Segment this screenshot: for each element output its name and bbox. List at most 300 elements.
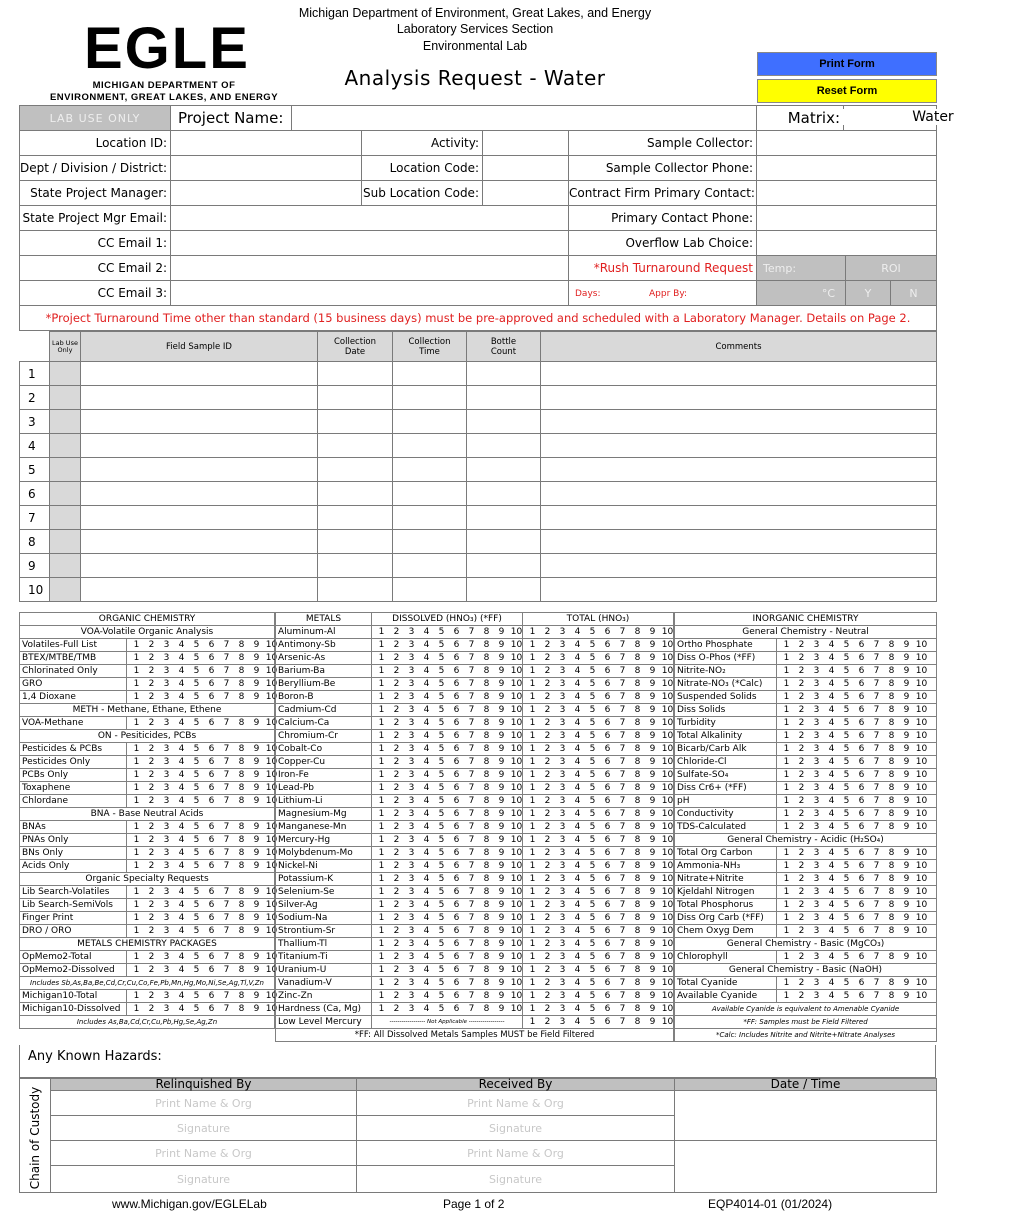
inorganic-ortho-phosphate-bottles-option-1[interactable]: 1 (783, 640, 790, 650)
metal-mercury-hg-total-option-1[interactable]: 1 (529, 835, 536, 845)
inorganic-diss-solids-bottles-option-6[interactable]: 6 (858, 705, 865, 715)
inorganic-chem-oxyg-dem-bottles-option-5[interactable]: 5 (843, 926, 850, 936)
field-sample-id-input[interactable] (81, 434, 318, 458)
bottle-count-input[interactable] (467, 578, 541, 602)
organic-1-4-dioxane-bottles-option-3[interactable]: 3 (163, 692, 170, 702)
metal-calcium-ca-total-option-10[interactable]: 10 (661, 718, 674, 728)
metal-chromium-cr-dissolved-option-6[interactable]: 6 (453, 731, 460, 741)
received-signature-2[interactable]: Signature (357, 1166, 675, 1193)
inorganic-conductivity-bottles-option-3[interactable]: 3 (813, 809, 820, 819)
organic-bnas-bottles-option-4[interactable]: 4 (178, 822, 185, 832)
metal-nickel-ni-dissolved-option-6[interactable]: 6 (453, 861, 460, 871)
organic-opmemo2-total-bottles-option-7[interactable]: 7 (223, 952, 230, 962)
inorganic-available-cyanide-bottles-option-7[interactable]: 7 (873, 991, 880, 1001)
inorganic-nitrite-no-bottles-option-3[interactable]: 3 (813, 666, 820, 676)
reset-form-button[interactable]: Reset Form (757, 79, 937, 103)
inorganic-available-cyanide-bottles-option-10[interactable]: 10 (915, 991, 928, 1001)
metal-antimony-sb-dissolved-option-9[interactable]: 9 (498, 640, 505, 650)
metal-chromium-cr-dissolved-option-9[interactable]: 9 (498, 731, 505, 741)
metal-lithium-li-dissolved-option-4[interactable]: 4 (423, 796, 430, 806)
metal-strontium-sr-dissolved-option-10[interactable]: 10 (510, 926, 523, 936)
metal-silver-ag-total-option-1[interactable]: 1 (529, 900, 536, 910)
metal-iron-fe-total-option-9[interactable]: 9 (649, 770, 656, 780)
organic-finger-print-bottles-option-8[interactable]: 8 (238, 913, 245, 923)
metal-aluminum-al-dissolved-option-8[interactable]: 8 (483, 627, 490, 637)
metal-manganese-mn-dissolved-option-8[interactable]: 8 (483, 822, 490, 832)
metal-arsenic-as-total-option-2[interactable]: 2 (544, 653, 551, 663)
metal-selenium-se-total-option-7[interactable]: 7 (619, 887, 626, 897)
metal-magnesium-mg-dissolved-option-4[interactable]: 4 (423, 809, 430, 819)
inorganic-total-phosphorus-bottles-option-2[interactable]: 2 (798, 900, 805, 910)
organic-finger-print-bottles-option-2[interactable]: 2 (148, 913, 155, 923)
inorganic-kjeldahl-nitrogen-bottles-option-7[interactable]: 7 (873, 887, 880, 897)
metal-manganese-mn-total-option-2[interactable]: 2 (544, 822, 551, 832)
metal-silver-ag-total-option-9[interactable]: 9 (649, 900, 656, 910)
metal-lithium-li-dissolved-option-9[interactable]: 9 (498, 796, 505, 806)
metal-magnesium-mg-total-option-7[interactable]: 7 (619, 809, 626, 819)
metal-mercury-hg-dissolved-option-10[interactable]: 10 (510, 835, 523, 845)
inorganic-ammonia-nh-bottles-option-3[interactable]: 3 (813, 861, 820, 871)
metal-manganese-mn-dissolved-option-10[interactable]: 10 (510, 822, 523, 832)
inorganic-diss-cr6-ff-bottles-option-2[interactable]: 2 (798, 783, 805, 793)
inorganic-chloride-cl-bottles-option-1[interactable]: 1 (783, 757, 790, 767)
metal-titanium-ti-dissolved-option-8[interactable]: 8 (483, 952, 490, 962)
metal-cobalt-co-dissolved-option-7[interactable]: 7 (468, 744, 475, 754)
inorganic-chem-oxyg-dem-bottles-option-4[interactable]: 4 (828, 926, 835, 936)
organic-gro-bottles-option-4[interactable]: 4 (178, 679, 185, 689)
collection-date-input[interactable] (318, 434, 393, 458)
metal-beryllium-be-total-option-7[interactable]: 7 (619, 679, 626, 689)
organic-gro-bottles-option-8[interactable]: 8 (238, 679, 245, 689)
metal-strontium-sr-dissolved-option-1[interactable]: 1 (378, 926, 385, 936)
organic-pcbs-only-bottles-option-3[interactable]: 3 (163, 770, 170, 780)
inorganic-diss-org-carb-ff-bottles-option-1[interactable]: 1 (783, 913, 790, 923)
metal-antimony-sb-dissolved-option-7[interactable]: 7 (468, 640, 475, 650)
inorganic-available-cyanide-bottles-option-6[interactable]: 6 (858, 991, 865, 1001)
metal-lithium-li-total-option-4[interactable]: 4 (574, 796, 581, 806)
inorganic-total-org-carbon-bottles-option-8[interactable]: 8 (888, 848, 895, 858)
inorganic-chlorophyll-bottles-option-10[interactable]: 10 (915, 952, 928, 962)
metal-sodium-na-total-option-2[interactable]: 2 (544, 913, 551, 923)
inorganic-diss-solids-bottles-option-9[interactable]: 9 (903, 705, 910, 715)
inorganic-ph-bottles-option-5[interactable]: 5 (843, 796, 850, 806)
metal-manganese-mn-dissolved-option-6[interactable]: 6 (453, 822, 460, 832)
metal-nickel-ni-dissolved-option-1[interactable]: 1 (378, 861, 385, 871)
metal-lead-pb-total-option-1[interactable]: 1 (529, 783, 536, 793)
metal-aluminum-al-dissolved-option-3[interactable]: 3 (408, 627, 415, 637)
inorganic-diss-solids-bottles-option-2[interactable]: 2 (798, 705, 805, 715)
metal-nickel-ni-total-option-9[interactable]: 9 (649, 861, 656, 871)
metal-aluminum-al-dissolved-option-9[interactable]: 9 (498, 627, 505, 637)
metal-arsenic-as-dissolved-option-9[interactable]: 9 (498, 653, 505, 663)
metal-lithium-li-dissolved-option-10[interactable]: 10 (510, 796, 523, 806)
metal-hardness-ca-mg-total-option-2[interactable]: 2 (544, 1004, 551, 1014)
comments-input[interactable] (541, 386, 937, 410)
metal-molybdenum-mo-dissolved-option-1[interactable]: 1 (378, 848, 385, 858)
inorganic-suspended-solids-bottles-option-8[interactable]: 8 (888, 692, 895, 702)
metal-potassium-k-total-option-7[interactable]: 7 (619, 874, 626, 884)
metal-copper-cu-dissolved-option-3[interactable]: 3 (408, 757, 415, 767)
field-sample-id-input[interactable] (81, 530, 318, 554)
inorganic-nitrite-no-bottles-option-2[interactable]: 2 (798, 666, 805, 676)
metal-vanadium-v-dissolved-option-10[interactable]: 10 (510, 978, 523, 988)
metal-nickel-ni-total-option-2[interactable]: 2 (544, 861, 551, 871)
metal-mercury-hg-total-option-7[interactable]: 7 (619, 835, 626, 845)
organic-pesticides-only-bottles-option-3[interactable]: 3 (163, 757, 170, 767)
metal-barium-ba-total-option-5[interactable]: 5 (589, 666, 596, 676)
organic-bns-only-bottles-option-10[interactable]: 10 (265, 848, 278, 858)
metal-mercury-hg-dissolved-option-8[interactable]: 8 (483, 835, 490, 845)
metal-molybdenum-mo-total-option-2[interactable]: 2 (544, 848, 551, 858)
metal-cobalt-co-total-option-5[interactable]: 5 (589, 744, 596, 754)
metal-boron-b-dissolved-option-8[interactable]: 8 (483, 692, 490, 702)
organic-opmemo2-total-bottles-option-8[interactable]: 8 (238, 952, 245, 962)
metal-copper-cu-dissolved-option-4[interactable]: 4 (423, 757, 430, 767)
organic-opmemo2-dissolved-bottles-option-7[interactable]: 7 (223, 965, 230, 975)
metal-chromium-cr-total-option-9[interactable]: 9 (649, 731, 656, 741)
metal-cobalt-co-total-option-1[interactable]: 1 (529, 744, 536, 754)
metal-iron-fe-total-option-7[interactable]: 7 (619, 770, 626, 780)
inorganic-total-phosphorus-bottles-option-1[interactable]: 1 (783, 900, 790, 910)
inorganic-sulfate-so-bottles-option-5[interactable]: 5 (843, 770, 850, 780)
metal-uranium-u-dissolved-option-3[interactable]: 3 (408, 965, 415, 975)
inorganic-turbidity-bottles-option-7[interactable]: 7 (873, 718, 880, 728)
metal-sodium-na-total-option-5[interactable]: 5 (589, 913, 596, 923)
inorganic-total-alkalinity-bottles-option-4[interactable]: 4 (828, 731, 835, 741)
metal-boron-b-total-option-10[interactable]: 10 (661, 692, 674, 702)
inorganic-chem-oxyg-dem-bottles-option-1[interactable]: 1 (783, 926, 790, 936)
metal-barium-ba-dissolved-option-8[interactable]: 8 (483, 666, 490, 676)
metal-zinc-zn-dissolved-option-1[interactable]: 1 (378, 991, 385, 1001)
collection-time-input[interactable] (393, 482, 467, 506)
inorganic-ortho-phosphate-bottles-option-9[interactable]: 9 (903, 640, 910, 650)
organic-opmemo2-dissolved-bottles-option-10[interactable]: 10 (265, 965, 278, 975)
organic-pcbs-only-bottles-option-1[interactable]: 1 (133, 770, 140, 780)
metal-copper-cu-total-option-6[interactable]: 6 (604, 757, 611, 767)
metal-arsenic-as-total-option-8[interactable]: 8 (634, 653, 641, 663)
metal-lithium-li-total-option-6[interactable]: 6 (604, 796, 611, 806)
metal-iron-fe-dissolved-option-6[interactable]: 6 (453, 770, 460, 780)
metal-barium-ba-total-option-9[interactable]: 9 (649, 666, 656, 676)
organic-volatiles-full-list-bottles-option-9[interactable]: 9 (253, 640, 260, 650)
inorganic-chlorophyll-bottles-option-8[interactable]: 8 (888, 952, 895, 962)
metal-uranium-u-total-option-5[interactable]: 5 (589, 965, 596, 975)
organic-pesticides-pcbs-bottles-option-2[interactable]: 2 (148, 744, 155, 754)
inorganic-diss-cr6-ff-bottles-option-5[interactable]: 5 (843, 783, 850, 793)
inorganic-total-phosphorus-bottles-option-8[interactable]: 8 (888, 900, 895, 910)
inorganic-diss-o-phos-ff-bottles-option-2[interactable]: 2 (798, 653, 805, 663)
inorganic-total-alkalinity-bottles-option-3[interactable]: 3 (813, 731, 820, 741)
organic-finger-print-bottles-option-6[interactable]: 6 (208, 913, 215, 923)
organic-finger-print-bottles-option-10[interactable]: 10 (265, 913, 278, 923)
organic-pesticides-only-bottles-option-10[interactable]: 10 (265, 757, 278, 767)
metal-hardness-ca-mg-total-option-1[interactable]: 1 (529, 1004, 536, 1014)
organic-1-4-dioxane-bottles-option-2[interactable]: 2 (148, 692, 155, 702)
metal-copper-cu-dissolved-option-5[interactable]: 5 (438, 757, 445, 767)
metal-low-level-mercury-total-option-1[interactable]: 1 (529, 1017, 536, 1027)
metal-nickel-ni-total-option-5[interactable]: 5 (589, 861, 596, 871)
metal-calcium-ca-total-option-4[interactable]: 4 (574, 718, 581, 728)
metal-manganese-mn-total-option-1[interactable]: 1 (529, 822, 536, 832)
organic-chlordane-bottles-option-9[interactable]: 9 (253, 796, 260, 806)
metal-silver-ag-total-option-8[interactable]: 8 (634, 900, 641, 910)
inorganic-nitrate-no-calc-bottles-option-9[interactable]: 9 (903, 679, 910, 689)
metal-sodium-na-dissolved-option-9[interactable]: 9 (498, 913, 505, 923)
metal-hardness-ca-mg-total-option-6[interactable]: 6 (604, 1004, 611, 1014)
metal-selenium-se-total-option-4[interactable]: 4 (574, 887, 581, 897)
state-pm-input[interactable] (171, 181, 362, 206)
organic-volatiles-full-list-bottles-option-7[interactable]: 7 (223, 640, 230, 650)
organic-lib-search-semivols-bottles-option-9[interactable]: 9 (253, 900, 260, 910)
metal-cobalt-co-total-option-3[interactable]: 3 (559, 744, 566, 754)
organic-acids-only-bottles-option-3[interactable]: 3 (163, 861, 170, 871)
organic-finger-print-bottles-option-1[interactable]: 1 (133, 913, 140, 923)
inorganic-bicarb-carb-alk-bottles-option-5[interactable]: 5 (843, 744, 850, 754)
metal-mercury-hg-dissolved-option-9[interactable]: 9 (498, 835, 505, 845)
inorganic-chlorophyll-bottles-option-4[interactable]: 4 (828, 952, 835, 962)
metal-silver-ag-total-option-3[interactable]: 3 (559, 900, 566, 910)
inorganic-chlorophyll-bottles-option-3[interactable]: 3 (813, 952, 820, 962)
metal-beryllium-be-dissolved-option-5[interactable]: 5 (438, 679, 445, 689)
organic-volatiles-full-list-bottles-option-8[interactable]: 8 (238, 640, 245, 650)
metal-lithium-li-dissolved-option-3[interactable]: 3 (408, 796, 415, 806)
metal-arsenic-as-dissolved-option-3[interactable]: 3 (408, 653, 415, 663)
metal-beryllium-be-dissolved-option-10[interactable]: 10 (510, 679, 523, 689)
metal-nickel-ni-dissolved-option-3[interactable]: 3 (408, 861, 415, 871)
bottle-count-input[interactable] (467, 506, 541, 530)
metal-cadmium-cd-total-option-9[interactable]: 9 (649, 705, 656, 715)
inorganic-turbidity-bottles-option-9[interactable]: 9 (903, 718, 910, 728)
metal-zinc-zn-dissolved-option-4[interactable]: 4 (423, 991, 430, 1001)
metal-magnesium-mg-total-option-4[interactable]: 4 (574, 809, 581, 819)
inorganic-bicarb-carb-alk-bottles-option-9[interactable]: 9 (903, 744, 910, 754)
metal-selenium-se-dissolved-option-6[interactable]: 6 (453, 887, 460, 897)
organic-bns-only-bottles-option-7[interactable]: 7 (223, 848, 230, 858)
metal-lithium-li-dissolved-option-8[interactable]: 8 (483, 796, 490, 806)
organic-dro-oro-bottles-option-5[interactable]: 5 (193, 926, 200, 936)
metal-arsenic-as-total-option-10[interactable]: 10 (661, 653, 674, 663)
metal-cobalt-co-dissolved-option-3[interactable]: 3 (408, 744, 415, 754)
metal-titanium-ti-dissolved-option-9[interactable]: 9 (498, 952, 505, 962)
inorganic-chloride-cl-bottles-option-3[interactable]: 3 (813, 757, 820, 767)
inorganic-nitrate-no-calc-bottles-option-10[interactable]: 10 (915, 679, 928, 689)
inorganic-conductivity-bottles-option-2[interactable]: 2 (798, 809, 805, 819)
organic-lib-search-semivols-bottles-option-6[interactable]: 6 (208, 900, 215, 910)
metal-lead-pb-total-option-3[interactable]: 3 (559, 783, 566, 793)
inorganic-nitrate-nitrite-bottles-option-2[interactable]: 2 (798, 874, 805, 884)
metal-molybdenum-mo-total-option-9[interactable]: 9 (649, 848, 656, 858)
organic-opmemo2-total-bottles-option-9[interactable]: 9 (253, 952, 260, 962)
metal-lead-pb-dissolved-option-5[interactable]: 5 (438, 783, 445, 793)
metal-zinc-zn-dissolved-option-8[interactable]: 8 (483, 991, 490, 1001)
metal-beryllium-be-dissolved-option-4[interactable]: 4 (423, 679, 430, 689)
metal-beryllium-be-total-option-9[interactable]: 9 (649, 679, 656, 689)
metal-thallium-tl-dissolved-option-4[interactable]: 4 (423, 939, 430, 949)
inorganic-bicarb-carb-alk-bottles-option-3[interactable]: 3 (813, 744, 820, 754)
organic-michigan10-total-bottles-option-10[interactable]: 10 (265, 991, 278, 1001)
organic-volatiles-full-list-bottles-option-1[interactable]: 1 (133, 640, 140, 650)
metal-potassium-k-total-option-6[interactable]: 6 (604, 874, 611, 884)
organic-chlordane-bottles-option-7[interactable]: 7 (223, 796, 230, 806)
metal-strontium-sr-dissolved-option-8[interactable]: 8 (483, 926, 490, 936)
metal-antimony-sb-dissolved-option-10[interactable]: 10 (510, 640, 523, 650)
metal-lead-pb-total-option-4[interactable]: 4 (574, 783, 581, 793)
organic-1-4-dioxane-bottles-option-6[interactable]: 6 (208, 692, 215, 702)
metal-manganese-mn-total-option-6[interactable]: 6 (604, 822, 611, 832)
organic-acids-only-bottles-option-4[interactable]: 4 (178, 861, 185, 871)
metal-magnesium-mg-dissolved-option-8[interactable]: 8 (483, 809, 490, 819)
inorganic-nitrate-nitrite-bottles-option-6[interactable]: 6 (858, 874, 865, 884)
metal-molybdenum-mo-total-option-1[interactable]: 1 (529, 848, 536, 858)
inorganic-tds-calculated-bottles-option-8[interactable]: 8 (888, 822, 895, 832)
inorganic-kjeldahl-nitrogen-bottles-option-10[interactable]: 10 (915, 887, 928, 897)
metal-vanadium-v-total-option-8[interactable]: 8 (634, 978, 641, 988)
metal-manganese-mn-total-option-10[interactable]: 10 (661, 822, 674, 832)
metal-thallium-tl-total-option-9[interactable]: 9 (649, 939, 656, 949)
metal-beryllium-be-total-option-6[interactable]: 6 (604, 679, 611, 689)
project-name-input[interactable] (292, 106, 756, 130)
metal-vanadium-v-total-option-6[interactable]: 6 (604, 978, 611, 988)
organic-btex-mtbe-tmb-bottles-option-8[interactable]: 8 (238, 653, 245, 663)
comments-input[interactable] (541, 482, 937, 506)
metal-vanadium-v-total-option-10[interactable]: 10 (661, 978, 674, 988)
metal-manganese-mn-dissolved-option-7[interactable]: 7 (468, 822, 475, 832)
organic-acids-only-bottles-option-2[interactable]: 2 (148, 861, 155, 871)
metal-lithium-li-total-option-8[interactable]: 8 (634, 796, 641, 806)
inorganic-nitrite-no-bottles-option-8[interactable]: 8 (888, 666, 895, 676)
inorganic-ph-bottles-option-4[interactable]: 4 (828, 796, 835, 806)
organic-pesticides-pcbs-bottles-option-6[interactable]: 6 (208, 744, 215, 754)
organic-btex-mtbe-tmb-bottles-option-9[interactable]: 9 (253, 653, 260, 663)
metal-potassium-k-total-option-4[interactable]: 4 (574, 874, 581, 884)
metal-potassium-k-total-option-9[interactable]: 9 (649, 874, 656, 884)
organic-pnas-only-bottles-option-5[interactable]: 5 (193, 835, 200, 845)
inorganic-sulfate-so-bottles-option-2[interactable]: 2 (798, 770, 805, 780)
metal-hardness-ca-mg-dissolved-option-1[interactable]: 1 (378, 1004, 385, 1014)
inorganic-total-cyanide-bottles-option-8[interactable]: 8 (888, 978, 895, 988)
organic-voa-methane-bottles-option-6[interactable]: 6 (208, 718, 215, 728)
organic-pesticides-only-bottles-option-5[interactable]: 5 (193, 757, 200, 767)
metal-hardness-ca-mg-dissolved-option-2[interactable]: 2 (393, 1004, 400, 1014)
organic-voa-methane-bottles-option-2[interactable]: 2 (148, 718, 155, 728)
inorganic-suspended-solids-bottles-option-6[interactable]: 6 (858, 692, 865, 702)
metal-potassium-k-dissolved-option-7[interactable]: 7 (468, 874, 475, 884)
collection-time-input[interactable] (393, 410, 467, 434)
metal-boron-b-total-option-5[interactable]: 5 (589, 692, 596, 702)
metal-manganese-mn-dissolved-option-1[interactable]: 1 (378, 822, 385, 832)
inorganic-tds-calculated-bottles-option-1[interactable]: 1 (783, 822, 790, 832)
metal-strontium-sr-total-option-2[interactable]: 2 (544, 926, 551, 936)
organic-pcbs-only-bottles-option-5[interactable]: 5 (193, 770, 200, 780)
organic-bnas-bottles-option-5[interactable]: 5 (193, 822, 200, 832)
metal-manganese-mn-total-option-5[interactable]: 5 (589, 822, 596, 832)
organic-lib-search-semivols-bottles-option-5[interactable]: 5 (193, 900, 200, 910)
inorganic-diss-cr6-ff-bottles-option-10[interactable]: 10 (915, 783, 928, 793)
metal-antimony-sb-total-option-4[interactable]: 4 (574, 640, 581, 650)
metal-vanadium-v-total-option-4[interactable]: 4 (574, 978, 581, 988)
metal-magnesium-mg-dissolved-option-10[interactable]: 10 (510, 809, 523, 819)
inorganic-sulfate-so-bottles-option-4[interactable]: 4 (828, 770, 835, 780)
metal-selenium-se-total-option-1[interactable]: 1 (529, 887, 536, 897)
metal-cobalt-co-dissolved-option-10[interactable]: 10 (510, 744, 523, 754)
organic-voa-methane-bottles-option-3[interactable]: 3 (163, 718, 170, 728)
metal-arsenic-as-dissolved-option-8[interactable]: 8 (483, 653, 490, 663)
metal-selenium-se-dissolved-option-4[interactable]: 4 (423, 887, 430, 897)
hazards-box[interactable] (19, 1045, 936, 1078)
metal-arsenic-as-total-option-4[interactable]: 4 (574, 653, 581, 663)
metal-cobalt-co-total-option-6[interactable]: 6 (604, 744, 611, 754)
organic-bns-only-bottles-option-8[interactable]: 8 (238, 848, 245, 858)
field-sample-id-input[interactable] (81, 458, 318, 482)
inorganic-ortho-phosphate-bottles-option-2[interactable]: 2 (798, 640, 805, 650)
metal-silver-ag-total-option-2[interactable]: 2 (544, 900, 551, 910)
organic-michigan10-total-bottles-option-1[interactable]: 1 (133, 991, 140, 1001)
comments-input[interactable] (541, 410, 937, 434)
metal-mercury-hg-dissolved-option-1[interactable]: 1 (378, 835, 385, 845)
metal-strontium-sr-total-option-1[interactable]: 1 (529, 926, 536, 936)
metal-barium-ba-total-option-10[interactable]: 10 (661, 666, 674, 676)
metal-hardness-ca-mg-dissolved-option-9[interactable]: 9 (498, 1004, 505, 1014)
metal-zinc-zn-dissolved-option-5[interactable]: 5 (438, 991, 445, 1001)
organic-pesticides-pcbs-bottles-option-9[interactable]: 9 (253, 744, 260, 754)
inorganic-total-org-carbon-bottles-option-3[interactable]: 3 (813, 848, 820, 858)
inorganic-total-cyanide-bottles-option-3[interactable]: 3 (813, 978, 820, 988)
organic-voa-methane-bottles-option-9[interactable]: 9 (253, 718, 260, 728)
organic-lib-search-semivols-bottles-option-8[interactable]: 8 (238, 900, 245, 910)
inorganic-total-cyanide-bottles-option-10[interactable]: 10 (915, 978, 928, 988)
inorganic-nitrate-no-calc-bottles-option-3[interactable]: 3 (813, 679, 820, 689)
inorganic-diss-cr6-ff-bottles-option-9[interactable]: 9 (903, 783, 910, 793)
metal-beryllium-be-total-option-2[interactable]: 2 (544, 679, 551, 689)
inorganic-sulfate-so-bottles-option-3[interactable]: 3 (813, 770, 820, 780)
metal-iron-fe-dissolved-option-3[interactable]: 3 (408, 770, 415, 780)
inorganic-conductivity-bottles-option-8[interactable]: 8 (888, 809, 895, 819)
metal-manganese-mn-total-option-7[interactable]: 7 (619, 822, 626, 832)
organic-opmemo2-total-bottles-option-5[interactable]: 5 (193, 952, 200, 962)
metal-cadmium-cd-dissolved-option-6[interactable]: 6 (453, 705, 460, 715)
metal-vanadium-v-total-option-3[interactable]: 3 (559, 978, 566, 988)
organic-pnas-only-bottles-option-7[interactable]: 7 (223, 835, 230, 845)
organic-michigan10-dissolved-bottles-option-10[interactable]: 10 (265, 1004, 278, 1014)
field-sample-id-input[interactable] (81, 482, 318, 506)
inorganic-conductivity-bottles-option-4[interactable]: 4 (828, 809, 835, 819)
inorganic-bicarb-carb-alk-bottles-option-8[interactable]: 8 (888, 744, 895, 754)
metal-titanium-ti-total-option-8[interactable]: 8 (634, 952, 641, 962)
inorganic-kjeldahl-nitrogen-bottles-option-5[interactable]: 5 (843, 887, 850, 897)
organic-1-4-dioxane-bottles-option-9[interactable]: 9 (253, 692, 260, 702)
organic-1-4-dioxane-bottles-option-4[interactable]: 4 (178, 692, 185, 702)
metal-uranium-u-total-option-4[interactable]: 4 (574, 965, 581, 975)
metal-molybdenum-mo-total-option-8[interactable]: 8 (634, 848, 641, 858)
inorganic-ph-bottles-option-2[interactable]: 2 (798, 796, 805, 806)
organic-dro-oro-bottles-option-1[interactable]: 1 (133, 926, 140, 936)
roi-no-option[interactable]: N (891, 281, 937, 306)
metal-aluminum-al-total-option-7[interactable]: 7 (619, 627, 626, 637)
metal-titanium-ti-total-option-2[interactable]: 2 (544, 952, 551, 962)
metal-manganese-mn-dissolved-option-9[interactable]: 9 (498, 822, 505, 832)
inorganic-kjeldahl-nitrogen-bottles-option-8[interactable]: 8 (888, 887, 895, 897)
metal-arsenic-as-dissolved-option-10[interactable]: 10 (510, 653, 523, 663)
metal-magnesium-mg-total-option-2[interactable]: 2 (544, 809, 551, 819)
field-sample-id-input[interactable] (81, 362, 318, 386)
organic-michigan10-total-bottles-option-6[interactable]: 6 (208, 991, 215, 1001)
inorganic-ammonia-nh-bottles-option-6[interactable]: 6 (858, 861, 865, 871)
organic-michigan10-dissolved-bottles-option-3[interactable]: 3 (163, 1004, 170, 1014)
metal-lead-pb-total-option-9[interactable]: 9 (649, 783, 656, 793)
metal-beryllium-be-total-option-4[interactable]: 4 (574, 679, 581, 689)
metal-boron-b-dissolved-option-7[interactable]: 7 (468, 692, 475, 702)
metal-silver-ag-dissolved-option-3[interactable]: 3 (408, 900, 415, 910)
